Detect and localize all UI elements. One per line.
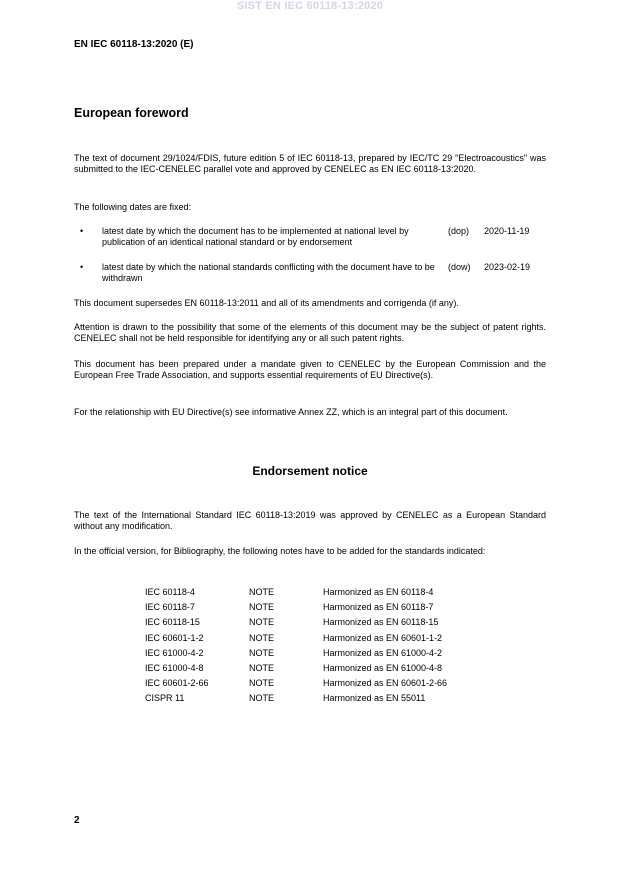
note-cell: NOTE (249, 647, 275, 658)
date-code: (dow) (448, 262, 471, 272)
bullet-icon: • (80, 262, 84, 272)
note-cell: NOTE (249, 678, 275, 689)
note-cell: NOTE (249, 602, 275, 613)
foreword-paragraph: The text of document 29/1024/FDIS, future edition 5 of IEC 60118-13, prepared by IEC/TC 29 "Electroacoustics" was submitted to the IEC-CENELEC parallel vote and approved by CENELEC as EN IEC 60118-13:2020. (74, 153, 546, 174)
standard-cell: IEC 60118-15 (145, 617, 200, 628)
standard-cell: IEC 61000-4-8 (145, 662, 204, 673)
document-id: EN IEC 60118-13:2020 (E) (74, 39, 194, 50)
standard-cell: IEC 60118-4 (145, 587, 195, 597)
harmonized-cell: Harmonized as EN 60118-4 (323, 587, 434, 597)
bullet-icon: • (80, 226, 84, 236)
note-cell: NOTE (249, 693, 275, 704)
watermark: SIST EN IEC 60118-13:2020 (236, 0, 384, 12)
harmonized-cell: Harmonized as EN 60601-2-66 (323, 678, 448, 689)
endorsement-title: Endorsement notice (252, 464, 368, 478)
date-description: latest date by which the national standards conflicting with the document have to be withdrawn (102, 262, 435, 283)
harmonized-cell: Harmonized as EN 55011 (323, 693, 426, 704)
note-cell: NOTE (249, 632, 275, 643)
standard-cell: IEC 61000-4-2 (145, 647, 204, 658)
harmonized-cell: Harmonized as EN 60118-15 (323, 617, 439, 628)
harmonized-cell: Harmonized as EN 61000-4-2 (323, 647, 443, 658)
standard-cell: IEC 60601-1-2 (145, 632, 204, 643)
endorsement-paragraph: The text of the International Standard IEC 60118-13:2019 was approved by CENELEC as a European Standard without any modification. (74, 510, 546, 531)
directive-paragraph: For the relationship with EU Directive(s) see informative Annex ZZ, which is an integral part of this document. (74, 407, 508, 417)
harmonized-cell: Harmonized as EN 60601-1-2 (323, 632, 443, 643)
note-cell: NOTE (249, 587, 275, 597)
date-value: 2023-02-19 (484, 262, 531, 272)
bibliography-paragraph: In the official version, for Bibliography, the following notes have to be added for the standards indicated: (74, 546, 486, 556)
dates-intro: The following dates are fixed: (74, 202, 192, 212)
harmonized-cell: Harmonized as EN 61000-4-8 (323, 662, 443, 673)
standard-cell: IEC 60118-7 (145, 602, 195, 613)
harmonized-cell: Harmonized as EN 60118-7 (323, 602, 434, 613)
note-cell: NOTE (249, 662, 275, 673)
page-number: 2 (74, 815, 80, 826)
supersedes-paragraph: This document supersedes EN 60118-13:2011 and all of its amendments and corrigenda (if any). (74, 298, 459, 308)
date-description: latest date by which the document has to be implemented at national level by publication of an identical national standard or by endorsement (102, 226, 409, 247)
note-cell: NOTE (249, 617, 275, 628)
standard-cell: CISPR 11 (145, 693, 185, 704)
foreword-title: European foreword (74, 106, 189, 120)
date-value: 2020-11-19 (484, 226, 530, 236)
patent-paragraph: Attention is drawn to the possibility that some of the elements of this document may be the subject of patent rights. CENELEC shall not be held responsible for identifying any or all such patent rights. (74, 322, 546, 343)
standard-cell: IEC 60601-2-66 (145, 678, 209, 689)
date-code: (dop) (448, 226, 470, 236)
mandate-paragraph: This document has been prepared under a mandate given to CENELEC by the European Commission and the European Free Trade Association, and supports essential requirements of EU Directive(s). (74, 359, 546, 380)
